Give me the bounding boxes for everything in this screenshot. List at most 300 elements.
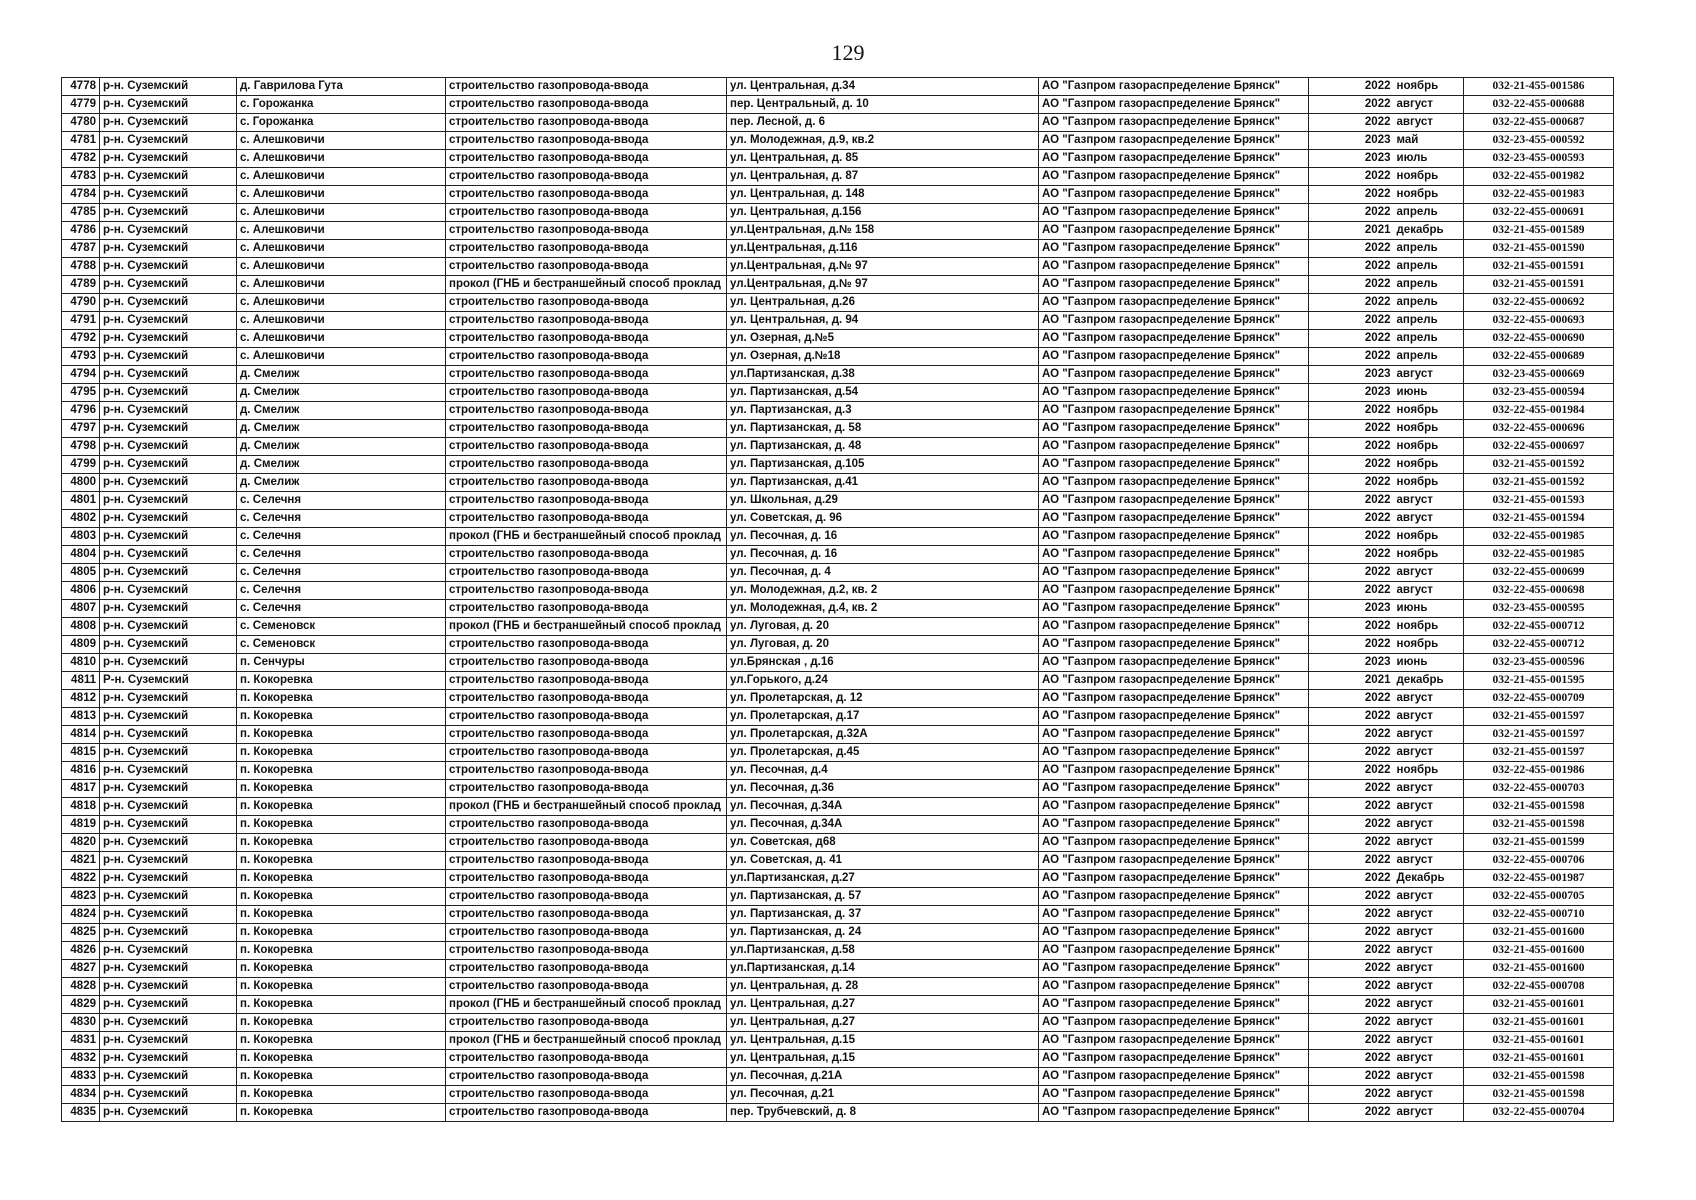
settlement-cell: с. Алешковичи <box>237 222 446 240</box>
code-cell: 032-21-455-001591 <box>1464 258 1614 276</box>
row-number-cell: 4808 <box>62 618 100 636</box>
work-type-cell: строительство газопровода-ввода <box>446 816 727 834</box>
district-cell: р-н. Суземский <box>100 312 237 330</box>
code-cell: 032-22-455-000697 <box>1464 438 1614 456</box>
work-type-cell: строительство газопровода-ввода <box>446 186 727 204</box>
address-cell: ул. Луговая, д. 20 <box>727 636 1039 654</box>
month-cell: ноябрь <box>1394 546 1464 564</box>
month-cell: июнь <box>1394 600 1464 618</box>
month-cell: апрель <box>1394 240 1464 258</box>
organization-cell: АО "Газпром газораспределение Брянск" <box>1039 546 1309 564</box>
code-cell: 032-22-455-000703 <box>1464 780 1614 798</box>
table-row <box>62 384 1614 402</box>
year-cell: 2022 <box>1309 996 1394 1014</box>
row-number-cell: 4829 <box>62 996 100 1014</box>
code-cell: 032-23-455-000669 <box>1464 366 1614 384</box>
address-cell: ул.Партизанская, д.38 <box>727 366 1039 384</box>
row-number-cell: 4781 <box>62 132 100 150</box>
address-cell: ул. Песочная, д. 4 <box>727 564 1039 582</box>
organization-cell: АО "Газпром газораспределение Брянск" <box>1039 816 1309 834</box>
code-cell: 032-22-455-000710 <box>1464 906 1614 924</box>
settlement-cell: п. Кокоревка <box>237 690 446 708</box>
month-cell: август <box>1394 978 1464 996</box>
district-cell: р-н. Суземский <box>100 798 237 816</box>
settlement-cell: д. Гаврилова Гута <box>237 78 446 96</box>
district-cell: р-н. Суземский <box>100 1104 237 1122</box>
organization-cell: АО "Газпром газораспределение Брянск" <box>1039 312 1309 330</box>
row-number-cell: 4789 <box>62 276 100 294</box>
work-type-cell: строительство газопровода-ввода <box>446 294 727 312</box>
row-number-cell: 4793 <box>62 348 100 366</box>
address-cell: ул. Песочная, д.36 <box>727 780 1039 798</box>
table-row <box>62 168 1614 186</box>
row-number-cell: 4797 <box>62 420 100 438</box>
year-cell: 2022 <box>1309 798 1394 816</box>
table-row <box>62 510 1614 528</box>
organization-cell: АО "Газпром газораспределение Брянск" <box>1039 600 1309 618</box>
settlement-cell: с. Семеновск <box>237 636 446 654</box>
row-number-cell: 4792 <box>62 330 100 348</box>
settlement-cell: с. Алешковичи <box>237 294 446 312</box>
table-row <box>62 1050 1614 1068</box>
work-type-cell: строительство газопровода-ввода <box>446 924 727 942</box>
work-type-cell: строительство газопровода-ввода <box>446 222 727 240</box>
work-type-cell: строительство газопровода-ввода <box>446 204 727 222</box>
address-cell: ул. Луговая, д. 20 <box>727 618 1039 636</box>
month-cell: август <box>1394 942 1464 960</box>
address-cell: ул. Советская, д68 <box>727 834 1039 852</box>
row-number-cell: 4783 <box>62 168 100 186</box>
row-number-cell: 4816 <box>62 762 100 780</box>
organization-cell: АО "Газпром газораспределение Брянск" <box>1039 222 1309 240</box>
district-cell: р-н. Суземский <box>100 384 237 402</box>
table-row <box>62 564 1614 582</box>
work-type-cell: строительство газопровода-ввода <box>446 780 727 798</box>
work-type-cell: строительство газопровода-ввода <box>446 420 727 438</box>
row-number-cell: 4827 <box>62 960 100 978</box>
settlement-cell: п. Кокоревка <box>237 852 446 870</box>
table-row <box>62 636 1614 654</box>
address-cell: ул.Партизанская, д.58 <box>727 942 1039 960</box>
table-row <box>62 114 1614 132</box>
work-type-cell: строительство газопровода-ввода <box>446 150 727 168</box>
month-cell: апрель <box>1394 348 1464 366</box>
month-cell: август <box>1394 1014 1464 1032</box>
district-cell: р-н. Суземский <box>100 294 237 312</box>
work-type-cell: строительство газопровода-ввода <box>446 978 727 996</box>
month-cell: август <box>1394 510 1464 528</box>
code-cell: 032-21-455-001590 <box>1464 240 1614 258</box>
month-cell: август <box>1394 1032 1464 1050</box>
month-cell: август <box>1394 798 1464 816</box>
code-cell: 032-21-455-001591 <box>1464 276 1614 294</box>
organization-cell: АО "Газпром газораспределение Брянск" <box>1039 636 1309 654</box>
table-row <box>62 366 1614 384</box>
year-cell: 2022 <box>1309 402 1394 420</box>
code-cell: 032-21-455-001597 <box>1464 726 1614 744</box>
row-number-cell: 4804 <box>62 546 100 564</box>
month-cell: август <box>1394 1104 1464 1122</box>
table-row <box>62 420 1614 438</box>
work-type-cell: строительство газопровода-ввода <box>446 1014 727 1032</box>
year-cell: 2023 <box>1309 366 1394 384</box>
work-type-cell: строительство газопровода-ввода <box>446 600 727 618</box>
code-cell: 032-21-455-001598 <box>1464 1068 1614 1086</box>
row-number-cell: 4778 <box>62 78 100 96</box>
year-cell: 2021 <box>1309 672 1394 690</box>
address-cell: ул.Горького, д.24 <box>727 672 1039 690</box>
address-cell: ул. Партизанская, д.105 <box>727 456 1039 474</box>
district-cell: р-н. Суземский <box>100 276 237 294</box>
code-cell: 032-21-455-001586 <box>1464 78 1614 96</box>
code-cell: 032-22-455-001985 <box>1464 546 1614 564</box>
settlement-cell: с. Алешковичи <box>237 168 446 186</box>
address-cell: ул.Партизанская, д.27 <box>727 870 1039 888</box>
organization-cell: АО "Газпром газораспределение Брянск" <box>1039 852 1309 870</box>
table-row <box>62 672 1614 690</box>
row-number-cell: 4822 <box>62 870 100 888</box>
settlement-cell: с. Селечня <box>237 582 446 600</box>
month-cell: апрель <box>1394 276 1464 294</box>
row-number-cell: 4779 <box>62 96 100 114</box>
table-row <box>62 816 1614 834</box>
settlement-cell: п. Кокоревка <box>237 1014 446 1032</box>
month-cell: ноябрь <box>1394 420 1464 438</box>
code-cell: 032-21-455-001598 <box>1464 1086 1614 1104</box>
address-cell: ул. Партизанская, д.3 <box>727 402 1039 420</box>
organization-cell: АО "Газпром газораспределение Брянск" <box>1039 618 1309 636</box>
year-cell: 2022 <box>1309 852 1394 870</box>
row-number-cell: 4835 <box>62 1104 100 1122</box>
month-cell: апрель <box>1394 312 1464 330</box>
table-row <box>62 402 1614 420</box>
year-cell: 2022 <box>1309 78 1394 96</box>
district-cell: р-н. Суземский <box>100 816 237 834</box>
year-cell: 2023 <box>1309 654 1394 672</box>
row-number-cell: 4818 <box>62 798 100 816</box>
table-row <box>62 978 1614 996</box>
year-cell: 2022 <box>1309 816 1394 834</box>
code-cell: 032-23-455-000592 <box>1464 132 1614 150</box>
table-row <box>62 924 1614 942</box>
year-cell: 2022 <box>1309 618 1394 636</box>
organization-cell: АО "Газпром газораспределение Брянск" <box>1039 528 1309 546</box>
address-cell: ул. Центральная, д.26 <box>727 294 1039 312</box>
month-cell: август <box>1394 744 1464 762</box>
district-cell: р-н. Суземский <box>100 1014 237 1032</box>
organization-cell: АО "Газпром газораспределение Брянск" <box>1039 114 1309 132</box>
work-type-cell: прокол (ГНБ и бестраншейный способ проклад <box>446 276 727 294</box>
address-cell: ул. Озерная, д.№18 <box>727 348 1039 366</box>
row-number-cell: 4811 <box>62 672 100 690</box>
work-type-cell: прокол (ГНБ и бестраншейный способ проклад <box>446 618 727 636</box>
row-number-cell: 4790 <box>62 294 100 312</box>
address-cell: ул. Молодежная, д.9, кв.2 <box>727 132 1039 150</box>
code-cell: 032-21-455-001593 <box>1464 492 1614 510</box>
settlement-cell: с. Алешковичи <box>237 204 446 222</box>
settlement-cell: с. Селечня <box>237 492 446 510</box>
work-type-cell: строительство газопровода-ввода <box>446 906 727 924</box>
address-cell: ул.Центральная, д.№ 158 <box>727 222 1039 240</box>
settlement-cell: п. Кокоревка <box>237 1050 446 1068</box>
address-cell: ул. Партизанская, д.41 <box>727 474 1039 492</box>
settlement-cell: с. Селечня <box>237 600 446 618</box>
month-cell: ноябрь <box>1394 78 1464 96</box>
district-cell: р-н. Суземский <box>100 546 237 564</box>
address-cell: ул. Песочная, д.34А <box>727 816 1039 834</box>
district-cell: р-н. Суземский <box>100 96 237 114</box>
month-cell: август <box>1394 726 1464 744</box>
row-number-cell: 4824 <box>62 906 100 924</box>
row-number-cell: 4782 <box>62 150 100 168</box>
month-cell: июль <box>1394 150 1464 168</box>
district-cell: р-н. Суземский <box>100 600 237 618</box>
work-type-cell: строительство газопровода-ввода <box>446 1086 727 1104</box>
year-cell: 2022 <box>1309 492 1394 510</box>
district-cell: р-н. Суземский <box>100 240 237 258</box>
address-cell: ул. Центральная, д. 85 <box>727 150 1039 168</box>
year-cell: 2022 <box>1309 762 1394 780</box>
district-cell: р-н. Суземский <box>100 114 237 132</box>
month-cell: август <box>1394 492 1464 510</box>
code-cell: 032-22-455-000699 <box>1464 564 1614 582</box>
work-type-cell: строительство газопровода-ввода <box>446 96 727 114</box>
work-type-cell: строительство газопровода-ввода <box>446 582 727 600</box>
code-cell: 032-22-455-000687 <box>1464 114 1614 132</box>
code-cell: 032-21-455-001592 <box>1464 456 1614 474</box>
table-row <box>62 348 1614 366</box>
work-type-cell: строительство газопровода-ввода <box>446 312 727 330</box>
district-cell: р-н. Суземский <box>100 924 237 942</box>
settlement-cell: п. Кокоревка <box>237 744 446 762</box>
settlement-cell: с. Селечня <box>237 510 446 528</box>
organization-cell: АО "Газпром газораспределение Брянск" <box>1039 870 1309 888</box>
address-cell: ул. Центральная, д. 28 <box>727 978 1039 996</box>
year-cell: 2022 <box>1309 258 1394 276</box>
row-number-cell: 4813 <box>62 708 100 726</box>
organization-cell: АО "Газпром газораспределение Брянск" <box>1039 834 1309 852</box>
code-cell: 032-22-455-000712 <box>1464 618 1614 636</box>
month-cell: апрель <box>1394 204 1464 222</box>
address-cell: пер. Трубчевский, д. 8 <box>727 1104 1039 1122</box>
table-row <box>62 222 1614 240</box>
row-number-cell: 4833 <box>62 1068 100 1086</box>
organization-cell: АО "Газпром газораспределение Брянск" <box>1039 330 1309 348</box>
code-cell: 032-22-455-000712 <box>1464 636 1614 654</box>
year-cell: 2022 <box>1309 960 1394 978</box>
organization-cell: АО "Газпром газораспределение Брянск" <box>1039 996 1309 1014</box>
code-cell: 032-21-455-001601 <box>1464 1014 1614 1032</box>
month-cell: май <box>1394 132 1464 150</box>
work-type-cell: строительство газопровода-ввода <box>446 1050 727 1068</box>
address-cell: ул. Пролетарская, д. 12 <box>727 690 1039 708</box>
organization-cell: АО "Газпром газораспределение Брянск" <box>1039 1014 1309 1032</box>
address-cell: ул. Пролетарская, д.17 <box>727 708 1039 726</box>
organization-cell: АО "Газпром газораспределение Брянск" <box>1039 96 1309 114</box>
table-row <box>62 888 1614 906</box>
organization-cell: АО "Газпром газораспределение Брянск" <box>1039 762 1309 780</box>
row-number-cell: 4815 <box>62 744 100 762</box>
district-cell: р-н. Суземский <box>100 834 237 852</box>
year-cell: 2022 <box>1309 168 1394 186</box>
year-cell: 2022 <box>1309 870 1394 888</box>
table-row <box>62 618 1614 636</box>
district-cell: р-н. Суземский <box>100 762 237 780</box>
work-type-cell: строительство газопровода-ввода <box>446 78 727 96</box>
row-number-cell: 4785 <box>62 204 100 222</box>
row-number-cell: 4817 <box>62 780 100 798</box>
table-row <box>62 654 1614 672</box>
district-cell: р-н. Суземский <box>100 366 237 384</box>
code-cell: 032-21-455-001595 <box>1464 672 1614 690</box>
district-cell: р-н. Суземский <box>100 438 237 456</box>
organization-cell: АО "Газпром газораспределение Брянск" <box>1039 942 1309 960</box>
settlement-cell: с. Селечня <box>237 564 446 582</box>
year-cell: 2022 <box>1309 438 1394 456</box>
settlement-cell: п. Кокоревка <box>237 960 446 978</box>
code-cell: 032-23-455-000593 <box>1464 150 1614 168</box>
district-cell: р-н. Суземский <box>100 420 237 438</box>
work-type-cell: строительство газопровода-ввода <box>446 348 727 366</box>
address-cell: ул. Центральная, д.15 <box>727 1050 1039 1068</box>
address-cell: ул.Партизанская, д.14 <box>727 960 1039 978</box>
table-row <box>62 1068 1614 1086</box>
year-cell: 2022 <box>1309 312 1394 330</box>
address-cell: ул. Песочная, д. 16 <box>727 546 1039 564</box>
settlement-cell: п. Кокоревка <box>237 762 446 780</box>
row-number-cell: 4819 <box>62 816 100 834</box>
district-cell: р-н. Суземский <box>100 780 237 798</box>
row-number-cell: 4826 <box>62 942 100 960</box>
district-cell: р-н. Суземский <box>100 906 237 924</box>
district-cell: р-н. Суземский <box>100 348 237 366</box>
table-row <box>62 1104 1614 1122</box>
work-type-cell: строительство газопровода-ввода <box>446 492 727 510</box>
organization-cell: АО "Газпром газораспределение Брянск" <box>1039 438 1309 456</box>
month-cell: август <box>1394 852 1464 870</box>
code-cell: 032-23-455-000595 <box>1464 600 1614 618</box>
settlement-cell: п. Кокоревка <box>237 780 446 798</box>
district-cell: р-н. Суземский <box>100 222 237 240</box>
address-cell: ул.Центральная, д.№ 97 <box>727 276 1039 294</box>
month-cell: ноябрь <box>1394 528 1464 546</box>
organization-cell: АО "Газпром газораспределение Брянск" <box>1039 798 1309 816</box>
table-row <box>62 204 1614 222</box>
month-cell: август <box>1394 1086 1464 1104</box>
year-cell: 2022 <box>1309 510 1394 528</box>
year-cell: 2022 <box>1309 114 1394 132</box>
district-cell: р-н. Суземский <box>100 204 237 222</box>
address-cell: ул. Центральная, д.27 <box>727 1014 1039 1032</box>
address-cell: ул. Партизанская, д. 58 <box>727 420 1039 438</box>
month-cell: август <box>1394 96 1464 114</box>
work-type-cell: строительство газопровода-ввода <box>446 366 727 384</box>
year-cell: 2022 <box>1309 1104 1394 1122</box>
work-type-cell: строительство газопровода-ввода <box>446 564 727 582</box>
work-type-cell: строительство газопровода-ввода <box>446 942 727 960</box>
settlement-cell: п. Кокоревка <box>237 1104 446 1122</box>
work-type-cell: строительство газопровода-ввода <box>446 114 727 132</box>
row-number-cell: 4821 <box>62 852 100 870</box>
work-type-cell: строительство газопровода-ввода <box>446 474 727 492</box>
organization-cell: АО "Газпром газораспределение Брянск" <box>1039 888 1309 906</box>
code-cell: 032-22-455-000689 <box>1464 348 1614 366</box>
year-cell: 2022 <box>1309 276 1394 294</box>
year-cell: 2022 <box>1309 1032 1394 1050</box>
address-cell: ул. Пролетарская, д.45 <box>727 744 1039 762</box>
table-row <box>62 78 1614 96</box>
year-cell: 2022 <box>1309 780 1394 798</box>
organization-cell: АО "Газпром газораспределение Брянск" <box>1039 402 1309 420</box>
month-cell: август <box>1394 780 1464 798</box>
table-row <box>62 438 1614 456</box>
month-cell: август <box>1394 960 1464 978</box>
organization-cell: АО "Газпром газораспределение Брянск" <box>1039 1032 1309 1050</box>
district-cell: р-н. Суземский <box>100 654 237 672</box>
month-cell: август <box>1394 1068 1464 1086</box>
settlement-cell: с. Горожанка <box>237 96 446 114</box>
month-cell: апрель <box>1394 330 1464 348</box>
district-cell: р-н. Суземский <box>100 960 237 978</box>
table-row <box>62 492 1614 510</box>
settlement-cell: п. Кокоревка <box>237 1086 446 1104</box>
work-type-cell: строительство газопровода-ввода <box>446 654 727 672</box>
address-cell: ул. Молодежная, д.4, кв. 2 <box>727 600 1039 618</box>
month-cell: август <box>1394 114 1464 132</box>
organization-cell: АО "Газпром газораспределение Брянск" <box>1039 186 1309 204</box>
row-number-cell: 4830 <box>62 1014 100 1032</box>
organization-cell: АО "Газпром газораспределение Брянск" <box>1039 78 1309 96</box>
month-cell: август <box>1394 906 1464 924</box>
district-cell: р-н. Суземский <box>100 330 237 348</box>
month-cell: август <box>1394 816 1464 834</box>
work-type-cell: строительство газопровода-ввода <box>446 852 727 870</box>
district-cell: р-н. Суземский <box>100 888 237 906</box>
address-cell: ул.Центральная, д.116 <box>727 240 1039 258</box>
row-number-cell: 4807 <box>62 600 100 618</box>
district-cell: р-н. Суземский <box>100 78 237 96</box>
organization-cell: АО "Газпром газораспределение Брянск" <box>1039 1068 1309 1086</box>
row-number-cell: 4814 <box>62 726 100 744</box>
code-cell: 032-21-455-001589 <box>1464 222 1614 240</box>
table-row <box>62 546 1614 564</box>
organization-cell: АО "Газпром газораспределение Брянск" <box>1039 420 1309 438</box>
district-cell: р-н. Суземский <box>100 870 237 888</box>
table-row <box>62 690 1614 708</box>
district-cell: р-н. Суземский <box>100 474 237 492</box>
year-cell: 2022 <box>1309 906 1394 924</box>
work-type-cell: строительство газопровода-ввода <box>446 636 727 654</box>
row-number-cell: 4784 <box>62 186 100 204</box>
address-cell: ул. Песочная, д.34А <box>727 798 1039 816</box>
table-row <box>62 474 1614 492</box>
code-cell: 032-22-455-000708 <box>1464 978 1614 996</box>
address-cell: ул.Брянская , д.16 <box>727 654 1039 672</box>
table-row <box>62 330 1614 348</box>
code-cell: 032-21-455-001600 <box>1464 960 1614 978</box>
code-cell: 032-21-455-001601 <box>1464 1032 1614 1050</box>
address-cell: ул. Центральная, д.15 <box>727 1032 1039 1050</box>
code-cell: 032-21-455-001592 <box>1464 474 1614 492</box>
table-row <box>62 294 1614 312</box>
year-cell: 2022 <box>1309 96 1394 114</box>
year-cell: 2022 <box>1309 726 1394 744</box>
code-cell: 032-22-455-001987 <box>1464 870 1614 888</box>
address-cell: ул. Озерная, д.№5 <box>727 330 1039 348</box>
month-cell: август <box>1394 582 1464 600</box>
address-cell: ул. Песочная, д. 16 <box>727 528 1039 546</box>
code-cell: 032-22-455-000709 <box>1464 690 1614 708</box>
